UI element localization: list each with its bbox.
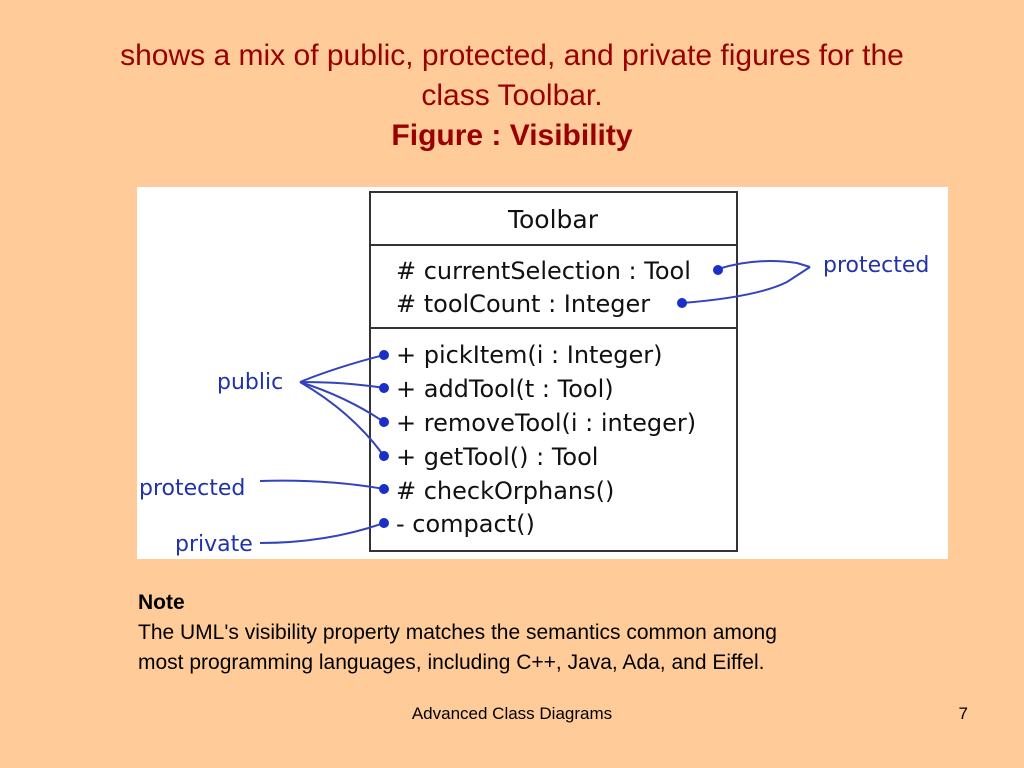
uml-class-diagram	[137, 187, 948, 559]
operation-remove-tool: + removeTool(i : integer)	[396, 409, 697, 437]
private-line	[260, 523, 384, 543]
dot-pick-item	[379, 350, 389, 360]
dot-current-selection	[713, 265, 723, 275]
operation-get-tool: + getTool() : Tool	[396, 443, 599, 471]
attribute-current-selection: # currentSelection : Tool	[396, 257, 691, 285]
note-line-2: most programming languages, including C++, Java, Ada, and Eiffel.	[138, 651, 765, 674]
dot-tool-count	[677, 298, 687, 308]
slide-title-line-1: shows a mix of public, protected, and private figures for the	[120, 39, 904, 72]
operation-check-orphans: # checkOrphans()	[396, 477, 615, 505]
dot-add-tool	[379, 383, 389, 393]
slide-title-line-2: class Toolbar.	[421, 79, 603, 112]
protected-bottom-line	[260, 481, 384, 489]
note-line-1: The UML's visibility property matches the semantics common among	[138, 621, 777, 644]
label-protected-bottom: protected	[139, 476, 246, 501]
attribute-tool-count: # toolCount : Integer	[396, 290, 651, 318]
operation-add-tool: + addTool(t : Tool)	[396, 375, 614, 403]
note-heading: Note	[138, 591, 185, 614]
dot-get-tool	[379, 451, 389, 461]
operation-pick-item: + pickItem(i : Integer)	[396, 341, 663, 369]
figure-caption: Figure : Visibility	[391, 119, 633, 152]
operation-compact: - compact()	[396, 510, 535, 538]
label-public: public	[217, 370, 284, 395]
footer-title: Advanced Class Diagrams	[411, 704, 613, 723]
label-protected-top: protected	[823, 253, 930, 278]
dot-check-orphans	[379, 484, 389, 494]
uml-visibility-figure	[137, 187, 948, 559]
class-name: Toolbar	[507, 205, 599, 234]
page-number: 7	[958, 704, 968, 723]
dot-remove-tool	[379, 417, 389, 427]
dot-compact	[379, 518, 389, 528]
label-private: private	[175, 532, 253, 557]
note-block	[138, 588, 958, 678]
